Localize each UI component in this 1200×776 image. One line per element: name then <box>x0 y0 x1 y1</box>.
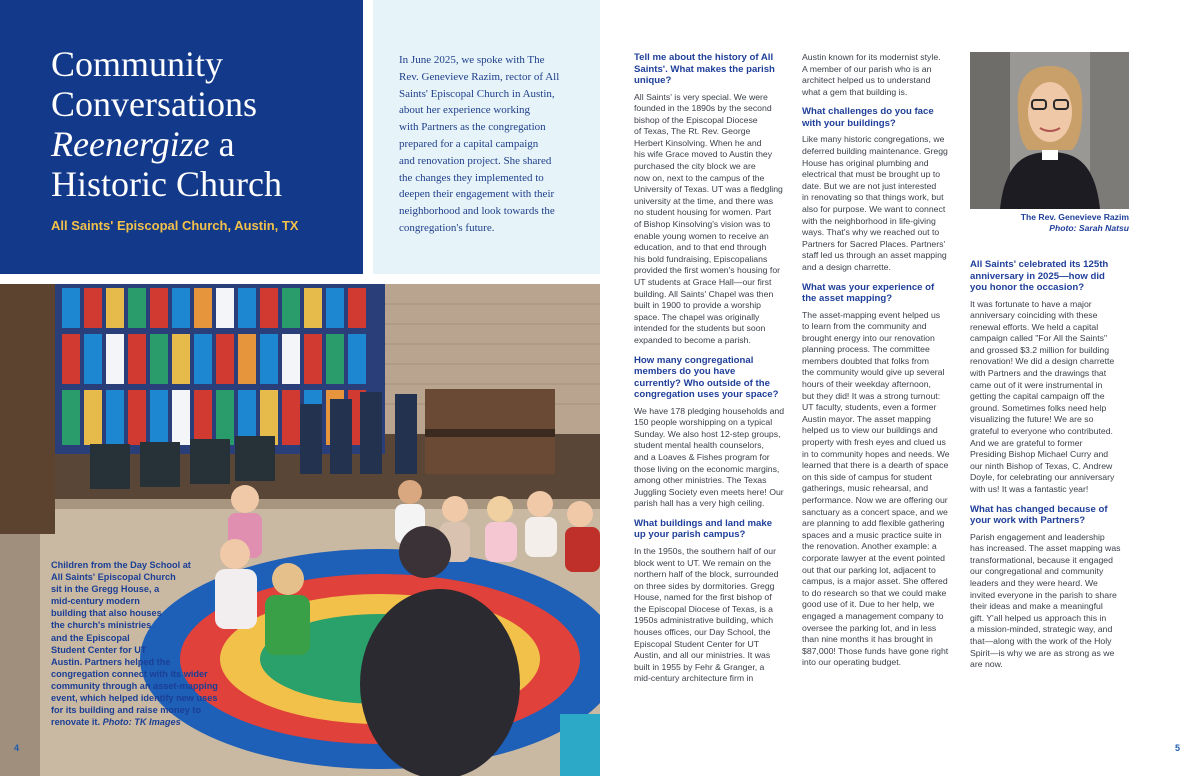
text-line: his wife Grace moved to Austin they <box>634 149 773 160</box>
text-line: transformational, because it engaged <box>970 554 1113 565</box>
text-line: learned that there is a dearth of space <box>802 460 949 471</box>
intro-line: and renovation project. She shared <box>399 154 552 167</box>
heading-line: What buildings and land make <box>634 517 773 529</box>
rector-portrait <box>970 52 1129 209</box>
text-line: that—along with the work of the Holy <box>970 635 1112 646</box>
text-line: with us! It was a fantastic year! <box>970 484 1089 494</box>
heading-line: Tell me about the history of All <box>634 52 774 63</box>
text-line: brought energy into our renovation <box>802 332 935 343</box>
heading-line: congregation uses your space? <box>634 389 779 401</box>
caption-line: All Saints' Episcopal Church <box>51 572 176 583</box>
portrait-credit-line <box>970 223 1129 234</box>
text-line: gift. Y'all helped us approach this in <box>970 612 1107 623</box>
text-line: UT faculty, students, even a former <box>802 402 937 413</box>
text-line: intended for the students but soon <box>634 323 766 334</box>
title-line: Conversations <box>51 84 257 124</box>
caption-line: sit in the Gregg House, a <box>51 584 160 595</box>
title-italic-word: Reenergize <box>51 124 210 164</box>
intro-line: Saints' Episcopal Church in Austin, <box>399 87 555 100</box>
text-line: date. But we are not just interested <box>802 180 937 191</box>
caption-line: Children from the Day School at <box>51 560 191 570</box>
text-line: to do research so that we could make <box>802 587 947 598</box>
text-line: out that our parking lot, adjacent to <box>802 564 936 575</box>
heading-line: What challenges do you face <box>802 106 934 118</box>
text-line: their ideas and make a meaningful <box>970 601 1103 612</box>
heading-line: currently? Who outside of the <box>634 377 770 389</box>
text-line: renewal efforts. We held a capital <box>970 321 1099 332</box>
text-line: University of Texas. UT was a fledgling <box>634 184 783 195</box>
text-line: on this side of campus for student <box>802 471 932 482</box>
text-line: gatherings, music rehearsal, and <box>802 483 929 494</box>
text-line: with the neighborhood in life-giving <box>802 215 936 226</box>
title-line-rest: a <box>209 124 235 164</box>
text-line: in to community hopes and needs. We <box>802 448 950 459</box>
caption-line: event, which helped identify new uses <box>51 693 218 704</box>
caption-line: and the Episcopal <box>51 632 130 643</box>
heading-line: you honor the occasion? <box>970 282 1085 293</box>
portrait-caption <box>970 212 1129 234</box>
heading-line: with your buildings? <box>802 117 896 129</box>
text-line: expanded to become a parish. <box>634 334 751 345</box>
answer-paragraph <box>634 546 797 685</box>
text-line: university at the time, and there was <box>634 195 774 206</box>
text-line: hours of their weekday afternoon, <box>802 379 931 390</box>
text-line: and a Loaves & Fishes program for <box>634 451 770 462</box>
text-line: Parish engagement and leadership <box>970 531 1105 542</box>
text-line: spaces and a music practice suite in <box>802 529 942 540</box>
text-line: campaign called "For All the Saints" <box>970 333 1108 344</box>
text-line: of Texas, The Rt. Rev. George <box>634 126 751 137</box>
article-subtitle: All Saints' Episcopal Church, Austin, TX <box>51 218 299 233</box>
intro-line: the changes they implemented to <box>399 171 544 184</box>
text-line: the Episcopal Diocese of Texas, is a <box>634 603 773 614</box>
question-heading <box>970 259 1133 294</box>
intro-line: In June 2025, we spoke with The <box>399 54 545 66</box>
text-line: among other ministries. The Texas <box>634 475 767 486</box>
text-line: getting the capital campaign off the <box>970 391 1105 402</box>
intro-line: congregation's future. <box>399 221 495 234</box>
text-line: Partners for Sacred Places. Partners' <box>802 238 946 249</box>
text-line: Episcopal Student Center for UT <box>634 638 760 649</box>
heading-line: How many congregational <box>634 354 754 366</box>
answer-paragraph <box>802 52 965 98</box>
text-line: House, named for the first bishop of <box>634 592 772 603</box>
text-line: space. The chapel was originally <box>634 311 760 322</box>
photo-caption <box>51 559 251 728</box>
caption-line: the church's ministries <box>51 620 152 631</box>
answer-paragraph <box>970 299 1133 496</box>
text-line: parish hall has a very high ceiling. <box>634 498 765 509</box>
question-heading <box>802 106 965 129</box>
text-line: All Saints' is very special. We were <box>634 91 768 102</box>
question-heading <box>802 282 965 305</box>
caption-line: for its building and raise money to <box>51 705 202 716</box>
text-line: architect helped us to understand <box>802 75 931 86</box>
text-line: electrical that must be brought up to <box>802 169 941 180</box>
text-line: And we are grateful to former <box>970 437 1083 448</box>
text-line: The asset-mapping event helped us <box>802 309 941 320</box>
text-line: Spirit—is why we are as strong as we <box>970 647 1115 658</box>
text-line: campus, is a major asset. She offered <box>802 576 948 587</box>
text-line: those living on the economic margins, <box>634 463 780 474</box>
page-number-left: 4 <box>14 743 20 753</box>
text-line: with Partners and the drawings that <box>970 368 1107 379</box>
text-line: built in 1900 to provide a worship <box>634 300 762 311</box>
text-line: education, and to that end through <box>634 242 767 253</box>
text-line: leaders and they were heard. We <box>970 577 1098 588</box>
text-line: to learn from the community and <box>802 321 927 332</box>
text-line: House has original plumbing and <box>802 157 929 168</box>
text-line: property with fresh eyes and clued us <box>802 437 946 448</box>
text-line: staff led us through an asset mapping <box>802 250 947 261</box>
text-line: founded in the 1890s by the second <box>634 103 772 114</box>
text-line: our congregational and community <box>970 566 1104 577</box>
text-line: has increased. The asset mapping was <box>970 543 1121 554</box>
text-line: but they did! It was a strong turnout: <box>802 390 941 401</box>
text-line: In the 1950s, the southern half of our <box>634 545 776 556</box>
text-line: performance. Now we are offering our <box>802 495 948 505</box>
text-line: invited everyone in the parish to share <box>970 589 1117 600</box>
heading-line: All Saints' celebrated its 125th <box>970 259 1109 270</box>
text-line: renovation! We did a design charrette <box>970 356 1115 367</box>
question-heading <box>634 52 797 87</box>
text-line: oversee the parking lot, and in less <box>802 622 937 633</box>
caption-line: community through an asset-mapping <box>51 680 218 691</box>
article-column-1 <box>634 52 797 685</box>
text-line: into our operating budget. <box>802 657 902 668</box>
text-line: are now. <box>970 659 1003 670</box>
text-line: our ninth Bishop of Texas, C. Andrew <box>970 460 1113 471</box>
text-line: good use of it. Due to her help, we <box>802 599 935 610</box>
text-line: on three sides by dormitories. Gregg <box>634 580 775 591</box>
intro-line: prepared for a capital campaign <box>399 137 539 150</box>
portrait-credit: Photo: Sarah Natsu <box>1049 223 1129 234</box>
heading-line: unique? <box>634 75 672 86</box>
text-line: and a design charrette. <box>802 261 891 272</box>
text-line: no student housing for women. Part <box>634 207 772 218</box>
portrait-name: The Rev. Genevieve Razim <box>1020 212 1129 222</box>
heading-line: Saints'. What makes the parish <box>634 63 775 75</box>
text-line: in renovating so that things work, but <box>802 192 944 203</box>
text-line: helped us to view our buildings and <box>802 425 938 436</box>
text-line: are planning to add flexible gathering <box>802 518 945 529</box>
text-line: Austin, and all our ministries. It was <box>634 650 771 661</box>
text-line: and grossed $3.2 million for building <box>970 344 1110 355</box>
text-line: Presiding Bishop Michael Curry and <box>970 449 1109 460</box>
text-line: bishop of the Episcopal Diocese <box>634 114 758 125</box>
text-line: Doyle, for celebrating our anniversary <box>970 472 1115 483</box>
text-line: northern half of the block, surrounded <box>634 569 779 580</box>
text-line: It was fortunate to have a major <box>970 298 1092 309</box>
text-line: members doubted that folks from <box>802 355 929 366</box>
text-line: a mission-minded, strategic way, and <box>970 624 1113 635</box>
text-line: enable young women to receive an <box>634 230 769 241</box>
text-line: now on, next to the campus of the <box>634 172 765 183</box>
text-line: the community would give up several <box>802 367 945 378</box>
text-line: built in 1955 by Fehr & Granger, a <box>634 661 765 672</box>
article-title <box>51 44 351 204</box>
text-line: Juggling Society even meets here! Our <box>634 486 784 497</box>
text-line: the renovation. Another example: a <box>802 541 937 552</box>
caption-line: building that also houses <box>51 608 162 619</box>
text-line: purchased the city block we are <box>634 161 756 172</box>
heading-line: your work with Partners? <box>970 515 1086 527</box>
text-line: visualizing the future! We are so <box>970 414 1094 425</box>
text-line: building. All Saints' Chapel was then <box>634 288 774 299</box>
intro-line: about her experience working <box>399 104 531 117</box>
text-line: ways. That's why we reached out to <box>802 227 940 238</box>
heading-line: What has changed because of <box>970 503 1108 515</box>
caption-line: Student Center for UT <box>51 644 147 655</box>
text-line: corporate lawyer at the event pointed <box>802 552 945 563</box>
text-line: Like many historic congregations, we <box>802 134 945 145</box>
text-line: also for purpose. We want to connect <box>802 203 946 214</box>
title-line: Community <box>51 44 224 84</box>
text-line: 1950s administrative building, which <box>634 615 774 626</box>
text-line: came out of it were instrumental in <box>970 379 1103 390</box>
text-line: Herbert Kinsolving. When he and <box>634 137 762 148</box>
answer-paragraph <box>634 406 797 510</box>
title-line <box>51 124 351 164</box>
article-column-2 <box>802 52 965 669</box>
intro-line: Rev. Genevieve Razim, rector of All <box>399 70 560 83</box>
heading-line: members do you have <box>634 366 736 378</box>
text-line: block went to UT. We remain on the <box>634 557 771 568</box>
question-heading <box>970 504 1133 527</box>
text-line: mid-century architecture firm in <box>634 673 754 684</box>
heading-line: What was your experience of <box>802 281 935 293</box>
text-line: his bold fundraising, Episcopalians <box>634 253 768 264</box>
text-line: deferred building maintenance. Gregg <box>802 145 948 156</box>
answer-paragraph <box>634 92 797 347</box>
text-line: than nine months it has brought in <box>802 634 933 645</box>
text-line: sanctuary as a concert space, and we <box>802 506 948 517</box>
text-line: houses offices, our Day School, the <box>634 627 771 638</box>
article-column-3 <box>970 259 1133 671</box>
text-line: engaged a management company to <box>802 610 944 621</box>
text-line: ground. Sometimes folks need help <box>970 402 1107 413</box>
heading-line: the asset mapping? <box>802 293 893 304</box>
text-line: UT students at Grace Hall—our first <box>634 277 772 287</box>
photo-credit: Photo: TK Images <box>102 717 181 728</box>
text-line: Austin mayor. The asset mapping <box>802 413 931 424</box>
text-line: Austin known for its modernist style. <box>802 52 941 62</box>
answer-paragraph <box>802 310 965 669</box>
text-line: anniversary coinciding with these <box>970 310 1098 321</box>
text-line: provided the first women's housing for <box>634 265 781 276</box>
question-heading <box>634 518 797 541</box>
title-line: Historic Church <box>51 164 282 204</box>
text-line: A member of our parish who is an <box>802 63 932 74</box>
text-line: planning process. The committee <box>802 344 930 355</box>
caption-line: mid-century modern <box>51 596 140 607</box>
intro-line: with Partners as the congregation <box>399 121 546 134</box>
page-number-right: 5 <box>1175 743 1181 753</box>
heading-line: up your parish campus? <box>634 529 746 541</box>
answer-paragraph <box>970 532 1133 671</box>
intro-line: neighborhood and look towards the <box>399 205 555 218</box>
caption-line: congregation connect with its wider <box>51 668 208 679</box>
caption-line <box>51 716 251 728</box>
text-line: We have 178 pledging households and <box>634 405 785 416</box>
question-heading <box>634 355 797 401</box>
answer-paragraph <box>802 134 965 273</box>
text-line: Sunday. We also host 12-step groups, <box>634 428 781 439</box>
intro-paragraph <box>399 52 587 237</box>
text-line: $87,000! Those funds have gone right <box>802 645 949 656</box>
caption-line: Austin. Partners helped the <box>51 656 171 667</box>
text-line: grateful to everyone who contributed. <box>970 426 1113 437</box>
caption-last-text: renovate it. <box>51 717 103 728</box>
text-line: student mental health counselors, <box>634 440 764 451</box>
text-line: 150 people worshipping on a typical <box>634 417 773 428</box>
text-line: of Bishop Kinsolving's vision was to <box>634 219 771 230</box>
text-line: what a gem that building is. <box>802 86 908 97</box>
intro-line: deepen their engagement with their <box>399 188 555 201</box>
heading-line: anniversary in 2025—how did <box>970 270 1105 282</box>
